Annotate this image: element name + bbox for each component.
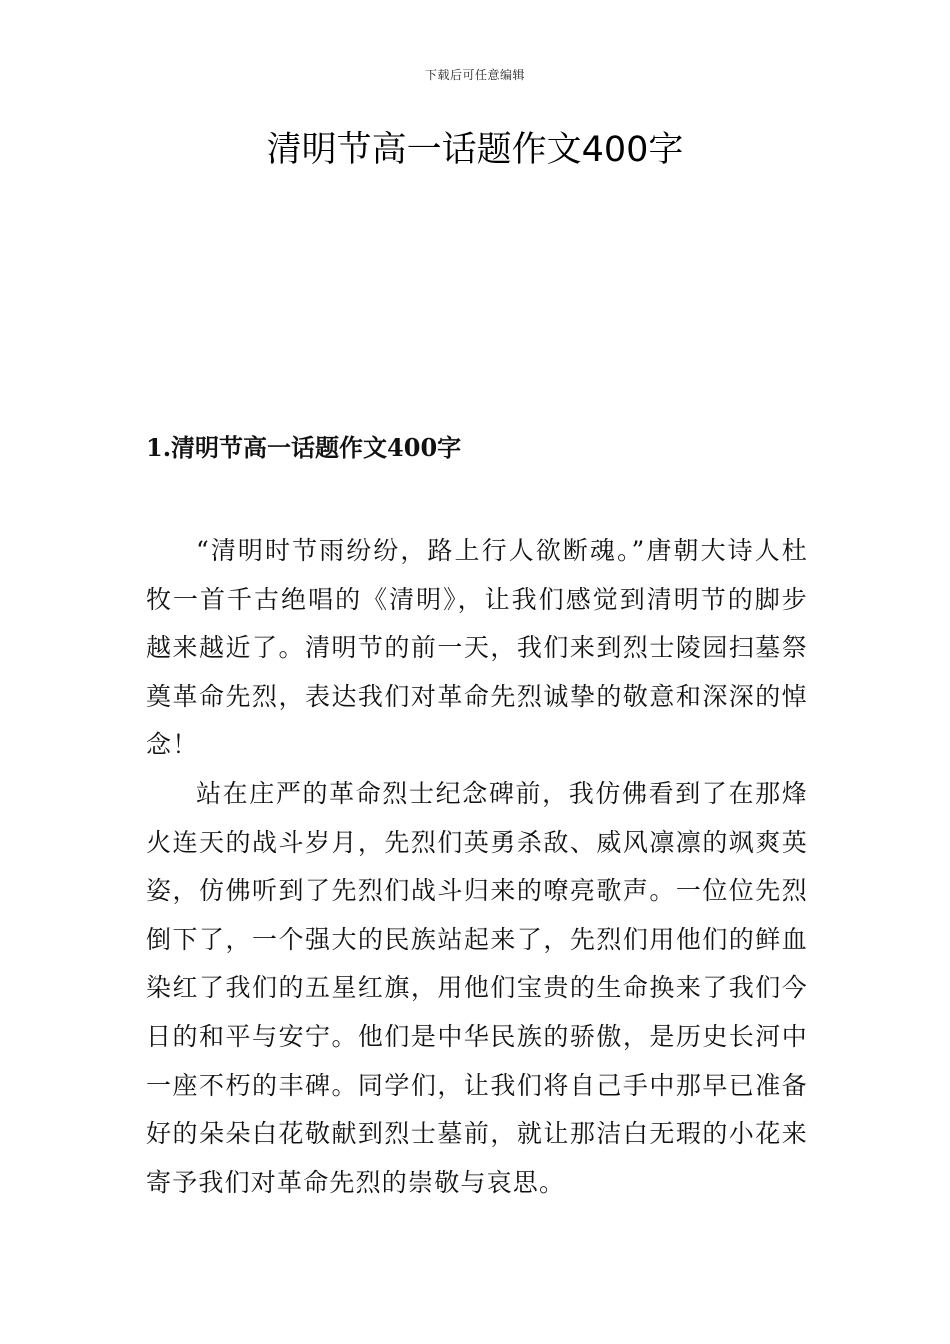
header-note: 下载后可任意编辑 <box>424 68 525 82</box>
paragraph-2: 站在庄严的革命烈士纪念碑前，我仿佛看到了在那烽火连天的战斗岁月，先烈们英勇杀敌、威风凛凛的飒爽英姿，仿佛听到了先烈们战斗归来的嘹亮歌声。一位位先烈倒下了，一个强大的民族站起来了，先烈们用他们的鲜血染红了我们的五星红旗，用他们宝贵的生命换来了我们今日的和平与安宁。他们是中华民族的骄傲，是历史长河中一座不朽的丰碑。同学们，让我们将自己手中那早已准备好的朵朵白花敬献到烈士墓前，就让那洁白无瑕的小花来寄予我们对革命先烈的崇敬与哀思。 <box>146 778 808 1197</box>
body-text <box>146 527 808 1207</box>
paragraph-1: “清明时节雨纷纷，路上行人欲断魂。”唐朝大诗人杜牧一首千古绝唱的《清明》，让我们感觉到清明节的脚步越来越近了。清明节的前一天，我们来到烈士陵园扫墓祭奠革命先烈，表达我们对革命先烈诚挚的敬意和深深的悼念！ <box>146 536 808 760</box>
section-heading: 1.清明节高一话题作文400字 <box>146 433 462 462</box>
document-title: 清明节高一话题作文400字 <box>266 130 684 170</box>
